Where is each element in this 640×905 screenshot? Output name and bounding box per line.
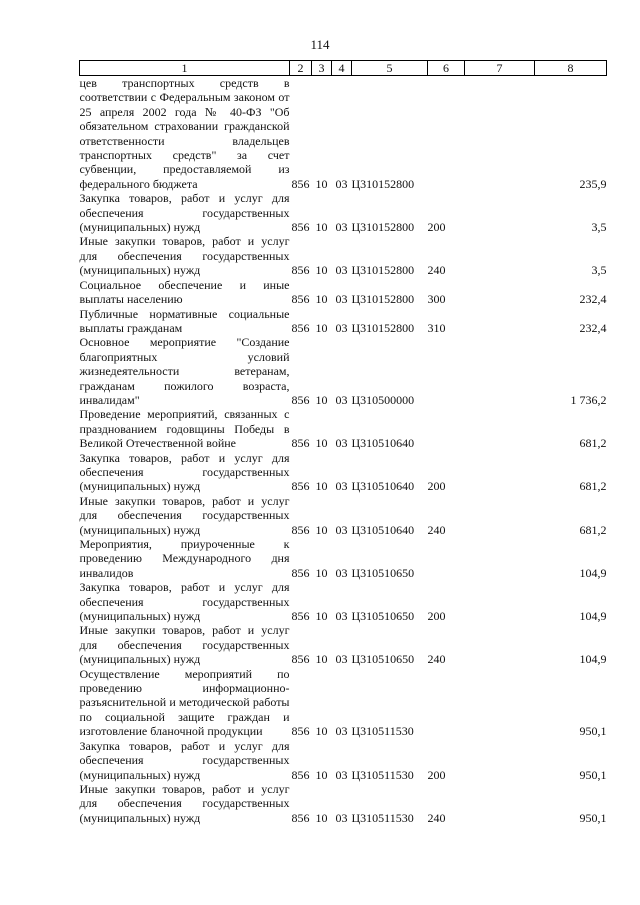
row-target-article: Ц310510640 (351, 479, 415, 494)
row-ministry-code: 856 (291, 220, 310, 235)
row-ministry-code: 856 (291, 176, 310, 191)
row-amount: 950,1 (579, 724, 607, 739)
table-header (80, 61, 607, 76)
row-section-code: 10 (315, 652, 328, 667)
row-col-7 (465, 307, 535, 336)
row-amount: 950,1 (579, 810, 607, 825)
header-col-4: 4 (332, 61, 352, 76)
row-ministry-code: 856 (291, 609, 310, 624)
row-subsection-code: 03 (335, 810, 348, 825)
row-amount: 104,9 (579, 609, 607, 624)
row-col-7 (465, 623, 535, 666)
row-description: Социальное обеспечение и иные выплаты населению (79, 277, 290, 307)
table-row (80, 407, 607, 450)
row-target-article: Ц310152800 (351, 220, 415, 235)
table-row (80, 76, 607, 192)
table-row (80, 580, 607, 623)
table-row (80, 782, 607, 825)
row-col-7 (465, 335, 535, 407)
row-expense-type (428, 407, 465, 450)
row-col-7 (465, 407, 535, 450)
row-target-article: Ц310511530 (351, 767, 414, 782)
row-subsection-code: 03 (335, 292, 348, 307)
row-ministry-code: 856 (291, 652, 310, 667)
table-row (80, 667, 607, 739)
row-ministry-code: 856 (291, 522, 310, 537)
row-expense-type (428, 667, 465, 739)
row-expense-type: 300 (427, 292, 446, 307)
row-section-code: 10 (315, 436, 328, 451)
row-amount: 232,4 (579, 292, 607, 307)
row-amount: 1 736,2 (570, 392, 607, 407)
row-subsection-code: 03 (335, 652, 348, 667)
table-row (80, 335, 607, 407)
row-description: Закупка товаров, работ и услуг для обеспечения государственных (муниципальных) нужд (79, 191, 290, 235)
row-amount: 681,2 (579, 479, 607, 494)
row-expense-type: 240 (427, 810, 446, 825)
row-expense-type: 200 (427, 767, 446, 782)
row-target-article: Ц310152800 (351, 292, 415, 307)
row-subsection-code: 03 (335, 522, 348, 537)
row-amount: 3,5 (591, 263, 607, 278)
row-expense-type (428, 537, 465, 580)
row-subsection-code: 03 (335, 320, 348, 335)
row-amount: 681,2 (579, 436, 607, 451)
header-col-2: 2 (290, 61, 312, 76)
row-expense-type: 240 (427, 652, 446, 667)
row-section-code: 10 (315, 767, 328, 782)
row-ministry-code: 856 (291, 392, 310, 407)
row-description: Иные закупки товаров, работ и услуг для обеспечения государственных (муниципальных) нужд (79, 781, 290, 825)
table-row (80, 623, 607, 666)
row-col-7 (465, 782, 535, 825)
row-section-code: 10 (315, 810, 328, 825)
header-col-8: 8 (535, 61, 607, 76)
row-description: Проведение мероприятий, связанных с празднованием годовщины Победы в Великой Отечественной войне (79, 407, 290, 451)
row-target-article: Ц310152800 (351, 320, 415, 335)
row-col-7 (465, 667, 535, 739)
row-target-article: Ц310511530 (351, 810, 414, 825)
row-target-article: Ц310500000 (351, 392, 415, 407)
budget-table (79, 60, 607, 825)
row-ministry-code: 856 (291, 436, 310, 451)
row-target-article: Ц310510650 (351, 609, 415, 624)
row-description: Иные закупки товаров, работ и услуг для обеспечения государственных (муниципальных) нужд (79, 493, 290, 537)
row-expense-type: 310 (427, 320, 446, 335)
row-section-code: 10 (315, 479, 328, 494)
row-target-article: Ц310511530 (351, 724, 414, 739)
row-col-7 (465, 537, 535, 580)
row-ministry-code: 856 (291, 292, 310, 307)
row-ministry-code: 856 (291, 565, 310, 580)
table-row (80, 739, 607, 782)
header-col-1: 1 (80, 61, 290, 76)
row-amount: 104,9 (579, 565, 607, 580)
row-description: Мероприятия, приуроченные к проведению Международного дня инвалидов (79, 537, 290, 580)
row-expense-type: 240 (427, 263, 446, 278)
row-subsection-code: 03 (335, 767, 348, 782)
row-expense-type: 200 (427, 479, 446, 494)
row-description: Иные закупки товаров, работ и услуг для обеспечения государственных (муниципальных) нужд (79, 623, 290, 667)
row-target-article: Ц310510640 (351, 436, 415, 451)
row-expense-type (428, 76, 465, 192)
table-row (80, 494, 607, 537)
row-ministry-code: 856 (291, 320, 310, 335)
row-target-article: Ц310510640 (351, 522, 415, 537)
row-subsection-code: 03 (335, 479, 348, 494)
row-col-7 (465, 580, 535, 623)
row-description: Основное мероприятие "Создание благоприятных условий жизнедеятельности ветеранам, гражданам пожилого возраста, инвалидам" (79, 335, 290, 407)
header-col-6: 6 (428, 61, 465, 76)
row-section-code: 10 (315, 263, 328, 278)
table-row (80, 537, 607, 580)
row-section-code: 10 (315, 522, 328, 537)
row-col-7 (465, 451, 535, 494)
table-body (80, 76, 607, 826)
row-section-code: 10 (315, 392, 328, 407)
row-expense-type: 200 (427, 609, 446, 624)
row-subsection-code: 03 (335, 724, 348, 739)
row-section-code: 10 (315, 176, 328, 191)
row-ministry-code: 856 (291, 767, 310, 782)
row-subsection-code: 03 (335, 392, 348, 407)
row-amount: 232,4 (579, 320, 607, 335)
header-col-3: 3 (312, 61, 332, 76)
header-col-5: 5 (352, 61, 428, 76)
row-subsection-code: 03 (335, 220, 348, 235)
table-row (80, 234, 607, 277)
row-description: Осуществление мероприятий по проведению информационно-разъяснительной и методической работы по социальной защите граждан и изготовление бланочной продукции (79, 666, 290, 739)
row-description: Закупка товаров, работ и услуг для обеспечения государственных (муниципальных) нужд (79, 738, 290, 782)
row-col-7 (465, 76, 535, 192)
row-subsection-code: 03 (335, 436, 348, 451)
row-amount: 950,1 (579, 767, 607, 782)
row-amount: 681,2 (579, 522, 607, 537)
row-expense-type: 240 (427, 522, 446, 537)
row-target-article: Ц310510650 (351, 565, 415, 580)
row-amount: 3,5 (591, 220, 607, 235)
row-target-article: Ц310152800 (351, 263, 415, 278)
row-subsection-code: 03 (335, 565, 348, 580)
row-expense-type: 200 (427, 220, 446, 235)
row-ministry-code: 856 (291, 263, 310, 278)
row-subsection-code: 03 (335, 609, 348, 624)
row-col-7 (465, 739, 535, 782)
row-section-code: 10 (315, 320, 328, 335)
row-col-7 (465, 278, 535, 307)
row-section-code: 10 (315, 609, 328, 624)
row-description: Закупка товаров, работ и услуг для обеспечения государственных (муниципальных) нужд (79, 450, 290, 494)
row-expense-type (428, 335, 465, 407)
row-col-7 (465, 191, 535, 234)
page-number: 114 (310, 37, 330, 52)
row-ministry-code: 856 (291, 810, 310, 825)
table-row (80, 451, 607, 494)
row-amount: 104,9 (579, 652, 607, 667)
row-description: цев транспортных средств в соответствии с Федеральным законом от 25 апреля 2002 года № 40-ФЗ "Об обязательном страховании гражданской ответственности владельцев транспортных средств" за счет субвенции, предоставляемой из федерального бюджета (79, 76, 290, 191)
row-target-article: Ц310510650 (351, 652, 415, 667)
table-row (80, 307, 607, 336)
row-section-code: 10 (315, 724, 328, 739)
row-section-code: 10 (315, 565, 328, 580)
table-row (80, 191, 607, 234)
row-target-article: Ц310152800 (351, 176, 415, 191)
row-col-7 (465, 234, 535, 277)
row-ministry-code: 856 (291, 724, 310, 739)
row-ministry-code: 856 (291, 479, 310, 494)
table-row (80, 278, 607, 307)
row-subsection-code: 03 (335, 176, 348, 191)
header-col-7: 7 (465, 61, 535, 76)
row-col-7 (465, 494, 535, 537)
row-description: Иные закупки товаров, работ и услуг для обеспечения государственных (муниципальных) нужд (79, 234, 290, 278)
row-description: Публичные нормативные социальные выплаты гражданам (79, 306, 290, 335)
row-subsection-code: 03 (335, 263, 348, 278)
row-description: Закупка товаров, работ и услуг для обеспечения государственных (муниципальных) нужд (79, 580, 290, 624)
row-section-code: 10 (315, 292, 328, 307)
row-amount: 235,9 (579, 176, 607, 191)
row-section-code: 10 (315, 220, 328, 235)
